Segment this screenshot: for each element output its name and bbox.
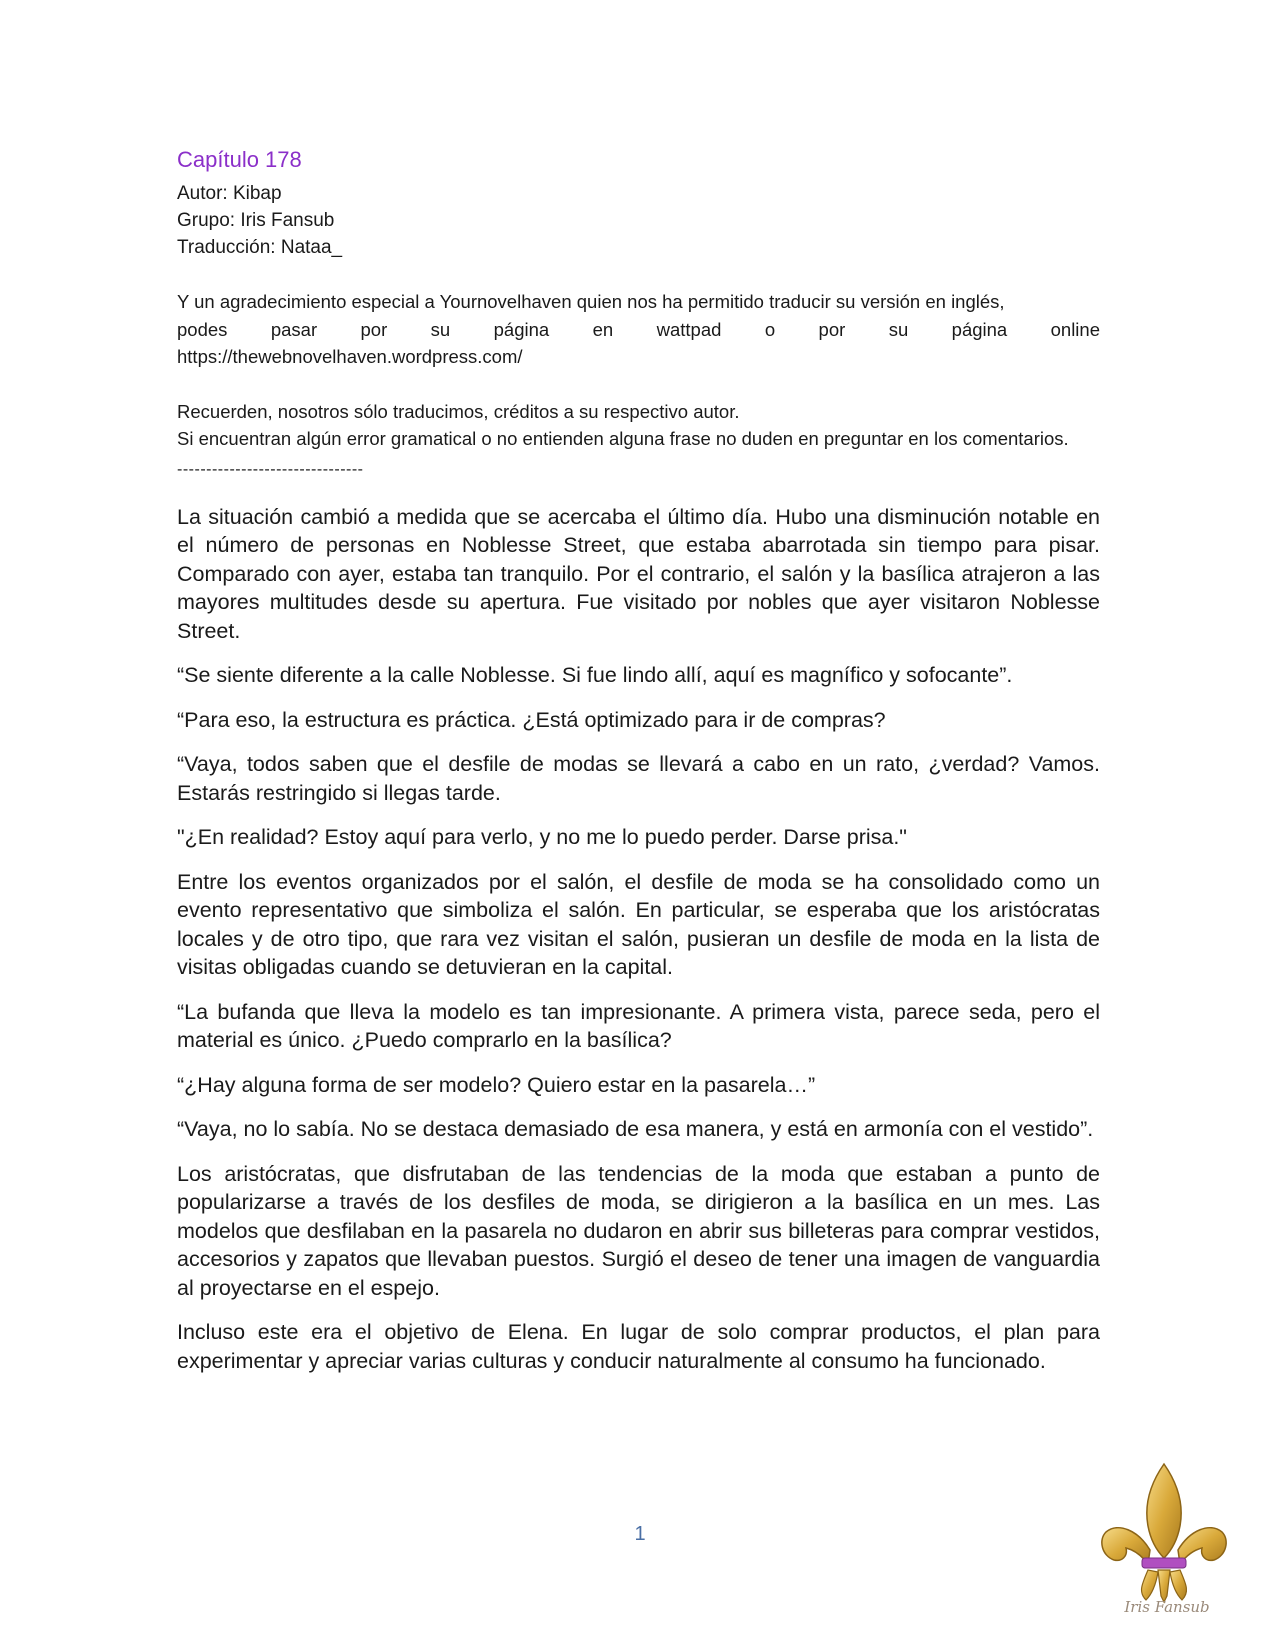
acknowledgement-line-1: Y un agradecimiento especial a Yournovelhaven quien nos ha permitido traducir su versión en inglés, bbox=[177, 291, 1005, 312]
chapter-title: Capítulo 178 bbox=[177, 147, 302, 172]
page-content bbox=[177, 146, 1100, 1391]
notice-line-2: Si encuentran algún error gramatical o no entienden alguna frase no duden en preguntar en los comentarios. bbox=[177, 428, 1069, 449]
logo-signature: Iris Fansub bbox=[1124, 1598, 1210, 1616]
body-paragraph: “Se siente diferente a la calle Noblesse. Si fue lindo allí, aquí es magnífico y sofocante”. bbox=[177, 663, 1013, 687]
acknowledgement-block bbox=[177, 288, 1100, 371]
notice-line-1: Recuerden, nosotros sólo traducimos, créditos a su respectivo autor. bbox=[177, 400, 740, 422]
body-paragraph: La situación cambió a medida que se acercaba el último día. Hubo una disminución notable en el número de personas en Noblesse Street, que estaba abarrotada sin tiempo para pisar. Comparado con ayer, estaba tan tranquilo. Por el contrario, el salón y la basílica atrajeron a las mayores multitudes desde su apertura. Fue visitado por nobles que ayer visitaron Noblesse Street. bbox=[177, 504, 1100, 643]
acknowledgement-line-2: podes pasar por su página en wattpad o por su página online bbox=[177, 318, 1100, 340]
notice-block bbox=[177, 398, 1100, 481]
body-paragraph: Entre los eventos organizados por el salón, el desfile de moda se ha consolidado como un evento representativo que simboliza el salón. En particular, se esperaba que los aristócratas locales y de otro tipo, que rara vez visitan el salón, pusieran un desfile de moda en la lista de visitas obligadas cuando se detuvieran en la capital. bbox=[177, 869, 1100, 979]
body-paragraph: “Para eso, la estructura es práctica. ¿Está optimizado para ir de compras? bbox=[177, 707, 886, 732]
author-line: Autor: Kibap bbox=[177, 183, 282, 204]
body-paragraph: Incluso este era el objetivo de Elena. En lugar de solo comprar productos, el plan para experimentar y apreciar varias culturas y conducir naturalmente al consumo ha funcionado. bbox=[177, 1320, 1100, 1373]
translation-line: Traducción: Nataa_ bbox=[177, 237, 343, 258]
body-paragraph: “¿Hay alguna forma de ser modelo? Quiero estar en la pasarela…” bbox=[177, 1072, 816, 1097]
page-number: 1 bbox=[634, 1523, 646, 1545]
body-paragraph: “Vaya, todos saben que el desfile de modas se llevará a cabo en un rato, ¿verdad? Vamos. Estarás restringido si llegas tarde. bbox=[177, 752, 1100, 805]
body-paragraph: "¿En realidad? Estoy aquí para verlo, y no me lo puedo perder. Darse prisa." bbox=[177, 825, 907, 849]
body-paragraph: “Vaya, no lo sabía. No se destaca demasiado de esa manera, y está en armonía con el vestido”. bbox=[177, 1117, 1094, 1141]
body-paragraph: “La bufanda que lleva la modelo es tan impresionante. A primera vista, parece seda, pero el material es único. ¿Puedo comprarlo en la basílica? bbox=[177, 999, 1100, 1052]
section-divider: -------------------------------- bbox=[177, 460, 364, 478]
group-line: Grupo: Iris Fansub bbox=[177, 210, 335, 231]
chapter-body bbox=[177, 503, 1100, 1376]
body-paragraph: Los aristócratas, que disfrutaban de las tendencias de la moda que estaban a punto de popularizarse a través de los desfiles de moda, se dirigieron a la basílica en un mes. Las modelos que desfilaban en la pasarela no dudaron en abrir sus billeteras para comprar vestidos, accesorios y zapatos que llevaban puestos. Surgió el deseo de tener una imagen de vanguardia al proyectarse en el espejo. bbox=[177, 1161, 1100, 1300]
acknowledgement-link[interactable]: https://thewebnovelhaven.wordpress.com/ bbox=[177, 346, 523, 367]
